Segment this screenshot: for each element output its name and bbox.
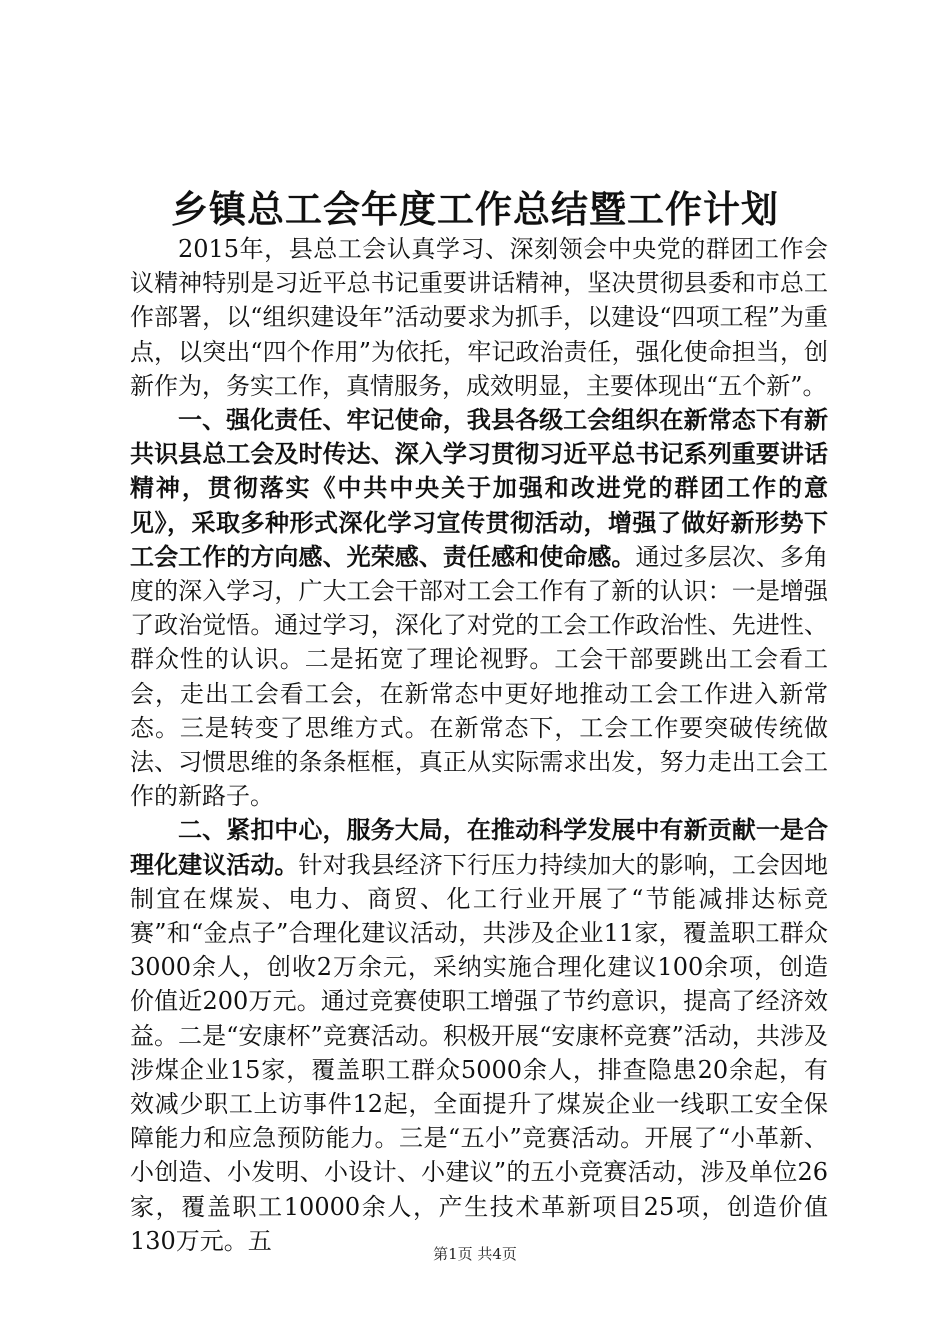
paragraph-lead: 二、紧扣中心，服务大局，在推动科学发展中有新贡献一是合理化建议活动。 xyxy=(130,815,828,879)
paragraph-text: 通过多层次、多角度的深入学习，广大工会干部对工会工作有了新的认识：一是增强了政治觉悟。通过学习，深化了对党的工会工作政治性、先进性、群众性的认识。二是拓宽了理论视野。工会干部要跳出工会看工会，走出工会看工会，在新常态中更好地推动工会工作进入新常态。三是转变了思维方式。在新常态下，工会工作要突破传统做法、习惯思维的条条框框，真正从实际需求出发，努力走出工会工作的新路子。 xyxy=(130,542,828,811)
document-body xyxy=(130,232,828,1258)
paragraph-section-1 xyxy=(130,403,828,813)
paragraph-section-2 xyxy=(130,813,828,1258)
paragraph-intro xyxy=(130,232,828,403)
paragraph-text: 针对我县经济下行压力持续加大的影响，工会因地制宜在煤炭、电力、商贸、化工行业开展了“节能减排达标竞赛”和“金点子”合理化建议活动，共涉及企业11家，覆盖职工群众3000余人，创收2万余元，采纳实施合理化建议100余项，创造价值近200万元。通过竞赛使职工增强了节约意识，提高了经济效益。二是“安康杯”竞赛活动。积极开展“安康杯竞赛”活动，共涉及涉煤企业15家，覆盖职工群众5000余人，排查隐患20余起，有效减少职工上访事件12起，全面提升了煤炭企业一线职工安全保障能力和应急预防能力。三是“五小”竞赛活动。开展了“小革新、小创造、小发明、小设计、小建议”的五小竞赛活动，涉及单位26家，覆盖职工10000余人，产生技术革新项目25项，创造价值130万元。五 xyxy=(130,850,828,1255)
document-title: 乡镇总工会年度工作总结暨工作计划 xyxy=(171,187,779,231)
paragraph-lead: 一、强化责任、牢记使命，我县各级工会组织在新常态下有新共识县总工会及时传达、深入学习贯彻习近平总书记系列重要讲话精神，贯彻落实《中共中央关于加强和改进党的群团工作的意见》，采取多种形式深化学习宣传贯彻活动，增强了做好新形势下工会工作的方向感、光荣感、责任感和使命感。 xyxy=(130,405,828,571)
page-number-footer: 第1页 共4页 xyxy=(433,1245,517,1263)
paragraph-text: 2015年，县总工会认真学习、深刻领会中央党的群团工作会议精神特别是习近平总书记重要讲话精神，坚决贯彻县委和市总工作部署，以“组织建设年”活动要求为抓手，以建设“四项工程”为重点，以突出“四个作用”为依托，牢记政治责任，强化使命担当，创新作为，务实工作，真情服务，成效明显，主要体现出“五个新”。 xyxy=(130,235,828,400)
